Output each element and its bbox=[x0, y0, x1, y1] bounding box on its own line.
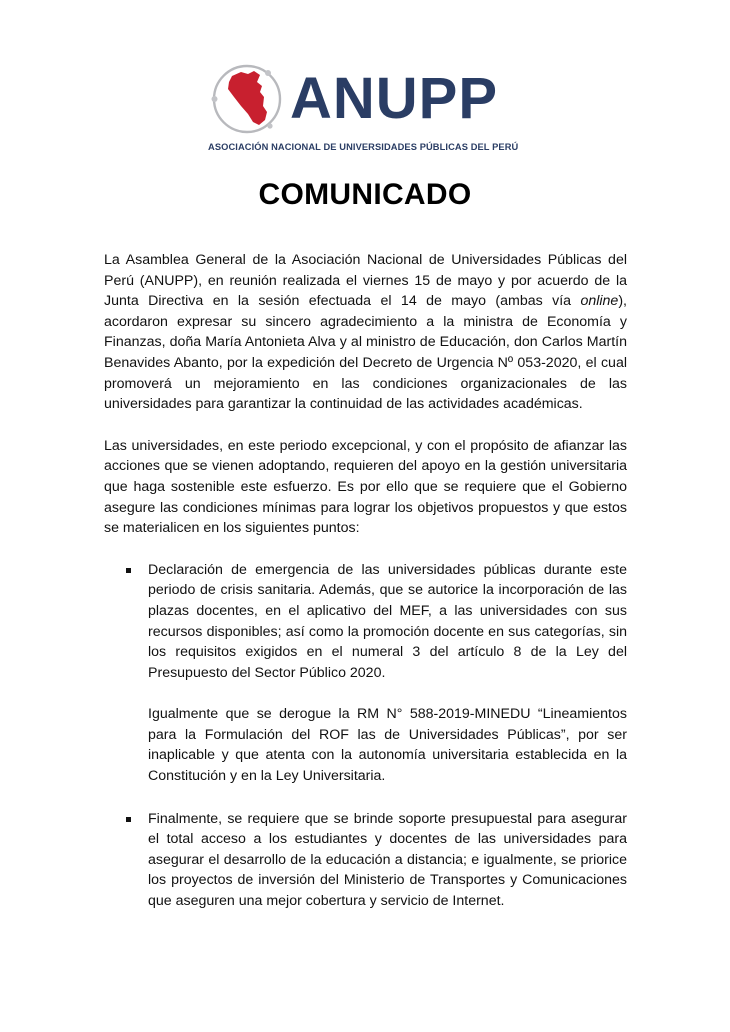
paragraph-2: Las universidades, en este periodo excepcional, y con el propósito de afianzar las acciones que se vienen adoptando, requieren del apoyo en la gestión universitaria que haga sostenible este esfuerzo. Es por ello que se requiere que el Gobierno asegure las condiciones mínimas para lograr los objetivos propuestos y que estos se materialicen en los siguientes puntos: bbox=[104, 437, 627, 537]
document-title: COMUNICADO bbox=[258, 178, 472, 211]
paragraph-1-online: online bbox=[580, 293, 619, 310]
square-bullet-icon bbox=[126, 817, 131, 822]
points-list bbox=[104, 560, 627, 912]
point-1-text: Declaración de emergencia de las universidades públicas durante este periodo de crisis sanitaria. Además, que se autorice la incorporación de las plazas docentes, en el aplicativo del MEF, a las universidades con sus recursos disponibles; así como la promoción docente en sus categorías, sin los requisitos exigidos en el numeral 3 del artículo 8 de la Ley del Presupuesto del Sector Público 2020. bbox=[148, 561, 627, 681]
paragraph-1 bbox=[104, 250, 627, 415]
list-item bbox=[104, 560, 627, 787]
point-2-text: Finalmente, se requiere que se brinde soporte presupuestal para asegurar el total acceso a los estudiantes y docentes de las universidades para asegurar el desarrollo de la educación a distancia; e igualmente, se priorice los proyectos de inversión del Ministerio de Transportes y Comunicaciones que aseguren una mejor cobertura y servicio de Internet. bbox=[148, 810, 627, 910]
square-bullet-icon bbox=[126, 568, 131, 573]
point-1-followup: Igualmente que se derogue la RM N° 588-2019-MINEDU “Lineamientos para la Formulación del ROF las de Universidades Públicas”, por ser inaplicable y que atenta con la autonomía universitaria establecida en la Constitución y en la Ley Universitaria. bbox=[148, 706, 627, 785]
peru-map-emblem-icon bbox=[210, 62, 284, 136]
document-body bbox=[104, 250, 627, 912]
logo-wordmark: ANUPP bbox=[290, 66, 499, 131]
list-item bbox=[104, 809, 627, 912]
paragraph-1-part-b: ), acordaron expresar su sincero agradecimiento a la ministra de Economía y Finanzas, doña María Antonieta Alva y al ministro de Educación, don Carlos Martín Benavides Abanto, por la expedición del Decreto de Urgencia Nº 053-2020, el cual promoverá un mejoramiento en las condiciones organizacionales de las universidades para garantizar la continuidad de las actividades académicas. bbox=[104, 293, 627, 413]
paragraph-1-part-a: La Asamblea General de la Asociación Nacional de Universidades Públicas del Perú (ANUPP), en reunión realizada el viernes 15 de mayo y por acuerdo de la Junta Directiva en la sesión efectuada el 14 de mayo (ambas vía bbox=[104, 252, 627, 310]
anupp-logo bbox=[204, 60, 534, 160]
logo-subtitle: ASOCIACIÓN NACIONAL DE UNIVERSIDADES PÚBLICAS DEL PERÚ bbox=[208, 142, 519, 152]
